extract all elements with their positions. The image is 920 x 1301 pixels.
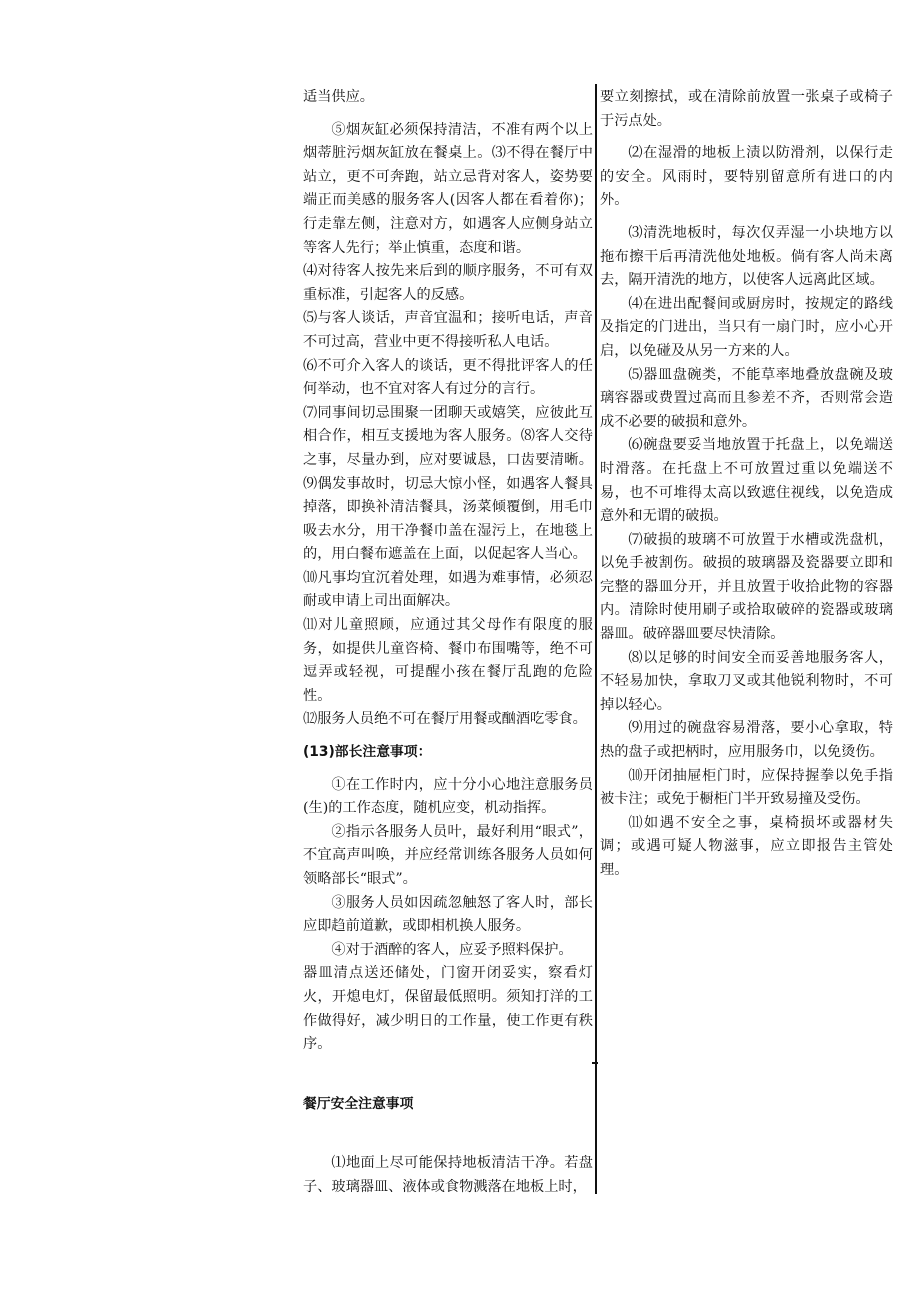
section-heading: 餐厅安全注意事项 — [303, 1095, 414, 1112]
paragraph: ⑷对待客人按先来后到的顺序服务，不可有双重标准，引起客人的反感。 — [303, 263, 593, 303]
column-divider — [595, 84, 597, 1194]
paragraph: ⑾对儿童照顾，应通过其父母作有限度的服务，如提供儿童咨椅、餐巾布围嘴等，绝不可逗弄或轻视，可提醒小孩在餐厅乱跑的危险性。 — [303, 617, 593, 704]
paragraph: ⑺同事间切忌围聚一团聊天或嬉笑，应彼此互相合作，相互支援地为客人服务。⑻客人交待之事，尽量办到，应对要诚恳，口齿要清晰。⑼偶发事故时，切忌大惊小怪，如遇客人餐具掉落，即换补清洁餐具，汤菜倾覆倒，用毛巾吸去水分，用干净餐巾盖在湿污上，在地毯上的，用白餐布遮盖在上面，以促起客人当心。 — [303, 404, 593, 563]
paragraph: 适当供应。 — [303, 89, 374, 105]
right-column — [600, 86, 893, 883]
paragraph: ②指示各服务人员叶，最好利用“眼式”，不宜高声叫唤，并应经常训练各服务人员如何领略部长“眼式”。 — [303, 823, 593, 887]
paragraph: ⑶清洗地板时，每次仅弄湿一小块地方以拖布擦干后再清洗他处地板。倘有客人尚未离去，隔开清洗的地方，以使客人远离此区域。 — [600, 224, 893, 289]
paragraph: ⑸与客人谈话，声音宜温和；接听电话，声音不可过高，营业中更不得接听私人电话。 — [303, 310, 593, 350]
paragraph: ⑽开闭抽屉柜门时，应保持握拳以免手指被卡注；或免于橱柜门半开致易撞及受伤。 — [600, 767, 893, 808]
paragraph: ③服务人员如因疏忽触怒了客人时，部长应即趋前道歉，或即相机换人服务。 — [303, 894, 593, 935]
paragraph: ①在工作时内，应十分小心地注意服务员(生)的工作态度，随机应变，机动指挥。 — [303, 776, 593, 817]
paragraph: ⑾如遇不安全之事，桌椅损坏或器材失调；或遇可疑人物滋事，应立即报告主管处理。 — [600, 814, 893, 878]
paragraph: ⑿服务人员绝不可在餐厅用餐或酗酒吃零食。 — [303, 711, 587, 728]
paragraph: ⑷在进出配餐间或厨房时，按规定的路线及指定的门进出，当只有一扇门时，应小心开启，以免碰及从另一方来的人。 — [600, 295, 893, 359]
paragraph: ⑹碗盘要妥当地放置于托盘上，以免端送时滑落。在托盘上不可放置过重以免端送不易，也不可堆得太高以致遮住视线，以免造成意外和无谓的破损。 — [600, 437, 893, 525]
paragraph: ⑺破损的玻璃不可放置于水槽或洗盘机，以免手被割伤。破损的玻璃器及瓷器要立即和完整的器皿分开，并且放置于收拾此物的容器内。清除时使用刷子或拾取破碎的瓷器或玻璃器皿。破碎器皿要尽快清除。 — [600, 531, 893, 643]
paragraph: ⑸器皿盘碗类，不能草率地叠放盘碗及玻璃容器或费置过高而且参差不齐，否则常会造成不必要的破损和意外。 — [600, 366, 893, 430]
paragraph: ⑹不可介入客人的谈话，更不得批评客人的任何举动，也不宜对客人有过分的言行。 — [303, 357, 593, 398]
paragraph: ⑴地面上尽可能保持地板清洁干净。若盘子、玻璃器皿、液体或食物溅落在地板上时， — [303, 1155, 593, 1195]
paragraph: 器皿清点送还储处，门窗开闭妥实，察看灯火，开熄电灯，保留最低照明。须知打洋的工作做得好，减少明日的工作量，使工作更有秩序。 — [303, 965, 593, 1053]
paragraph: ⑤烟灰缸必须保持清洁，不准有两个以上烟蒂脏污烟灰缸放在餐桌上。⑶不得在餐厅中站立，更不可奔跑，站立忌背对客人，姿势要端正而美感的服务客人(因客人都在看着你)；行走靠左侧，注意对方，如遇客人应侧身站立等客人先行；举止慎重，态度和谐。 — [303, 121, 593, 256]
paragraph: ④对于酒醉的客人，应妥予照料保护。 — [331, 941, 573, 958]
paragraph: 要立刻擦拭，或在清除前放置一张桌子或椅子于污点处。 — [600, 89, 893, 129]
paragraph: ⑻以足够的时间安全而妥善地服务客人，不轻易加快，拿取刀叉或其他锐利物时，不可掉以轻心。 — [600, 649, 893, 713]
paragraph: ⑼用过的碗盘容易滑落，要小心拿取，特热的盘子或把柄时，应用服务巾，以免烫伤。 — [600, 720, 893, 761]
section-heading: (13)部长注意事项： — [303, 744, 432, 761]
paragraph: ⑵在湿滑的地板上渍以防滑剂，以保行走的安全。风雨时，要特别留意所有进口的内外。 — [600, 145, 893, 209]
paragraph: ⑽凡事均宜沉着处理，如遇为难事情，必须忍耐或申请上司出面解决。 — [303, 569, 593, 610]
left-column — [303, 86, 593, 1200]
